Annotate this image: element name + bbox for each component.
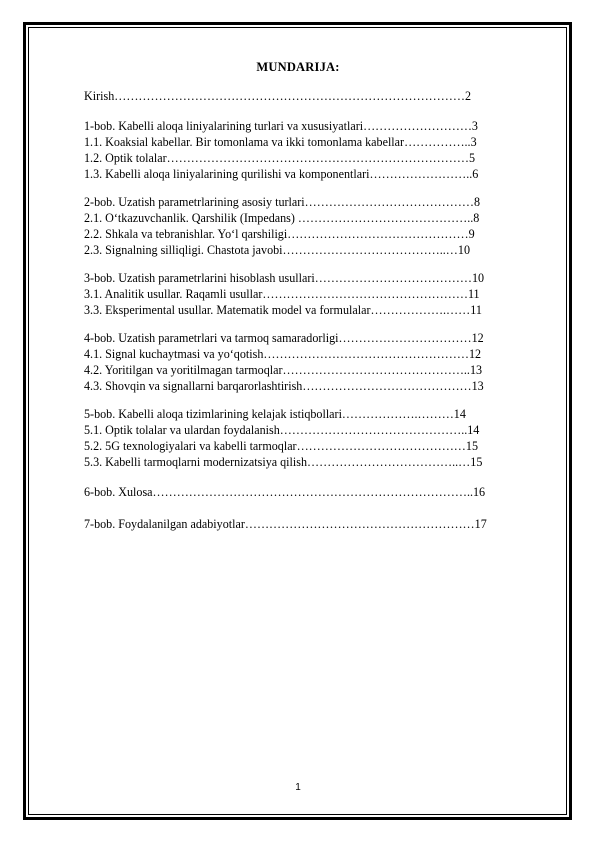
toc-entry-chapter-5: 5-bob. Kabelli aloqa tizimlarining kelajak istiqbollari……………….………14 <box>84 407 466 421</box>
toc-entry-4-3: 4.3. Shovqin va signallarni barqarorlashtirish……………………………………13 <box>84 379 484 393</box>
toc-entry-5-1: 5.1. Optik tolalar va ulardan foydalanish………………………………………..14 <box>84 423 480 437</box>
page-number: 1 <box>295 782 301 793</box>
toc-entry-5-2: 5.2. 5G texnologiyalari va kabelli tarmoqlar……………………………………15 <box>84 439 478 453</box>
toc-entry-4-1: 4.1. Signal kuchaytmasi va yo‘qotish……………………………………………12 <box>84 347 482 361</box>
toc-entry-2-1: 2.1. O‘tkazuvchanlik. Qarshilik (Impedans) ……………………………………..8 <box>84 211 480 225</box>
toc-entry-chapter-1: 1-bob. Kabelli aloqa liniyalarining turlari va xususiyatlari………………………3 <box>84 119 478 133</box>
toc-entry-chapter-6: 6-bob. Xulosa……………………………………………………………………..16 <box>84 485 486 499</box>
page-title: MUNDARIJA: <box>256 60 340 74</box>
toc-entry-5-3: 5.3. Kabelli tarmoqlarni modernizatsiya qilish………………………………..…15 <box>84 455 483 469</box>
toc-entry-1-1: 1.1. Koaksial kabellar. Bir tomonlama va ikki tomonlama kabellar……………..3 <box>84 135 477 149</box>
toc-entry-4-2: 4.2. Yoritilgan va yoritilmagan tarmoqlar………………………………………..13 <box>84 363 483 377</box>
toc-entry-1-2: 1.2. Optik tolalar…………………………………………………………………5 <box>84 151 476 165</box>
toc-entry-chapter-2: 2-bob. Uzatish parametrlarining asosiy turlari……………………………………8 <box>84 195 481 209</box>
toc-entry-3-1: 3.1. Analitik usullar. Raqamli usullar……………………………………………11 <box>84 287 480 301</box>
toc-entry-chapter-3: 3-bob. Uzatish parametrlarini hisoblash usullari…………………………………10 <box>84 271 485 285</box>
toc-entry-1-3: 1.3. Kabelli aloqa liniyalarining qurilishi va komponentlari……………………..6 <box>84 167 479 181</box>
toc-entry-kirish: Kirish……………………………………………………………………………2 <box>84 89 471 103</box>
toc-entry-3-3: 3.3. Eksperimental usullar. Matematik model va formulalar……………….……11 <box>84 303 482 317</box>
toc-entry-chapter-4: 4-bob. Uzatish parametrlari va tarmoq samaradorligi……………………………12 <box>84 331 484 345</box>
toc-entry-2-2: 2.2. Shkala va tebranishlar. Yo‘l qarshiligi………………………………………9 <box>84 227 475 241</box>
toc-entry-2-3: 2.3. Signalning silliqligi. Chastota javobi…………………………………..…10 <box>84 243 470 257</box>
toc-entry-chapter-7: 7-bob. Foydalanilgan adabiyotlar…………………………………………………17 <box>84 517 487 531</box>
